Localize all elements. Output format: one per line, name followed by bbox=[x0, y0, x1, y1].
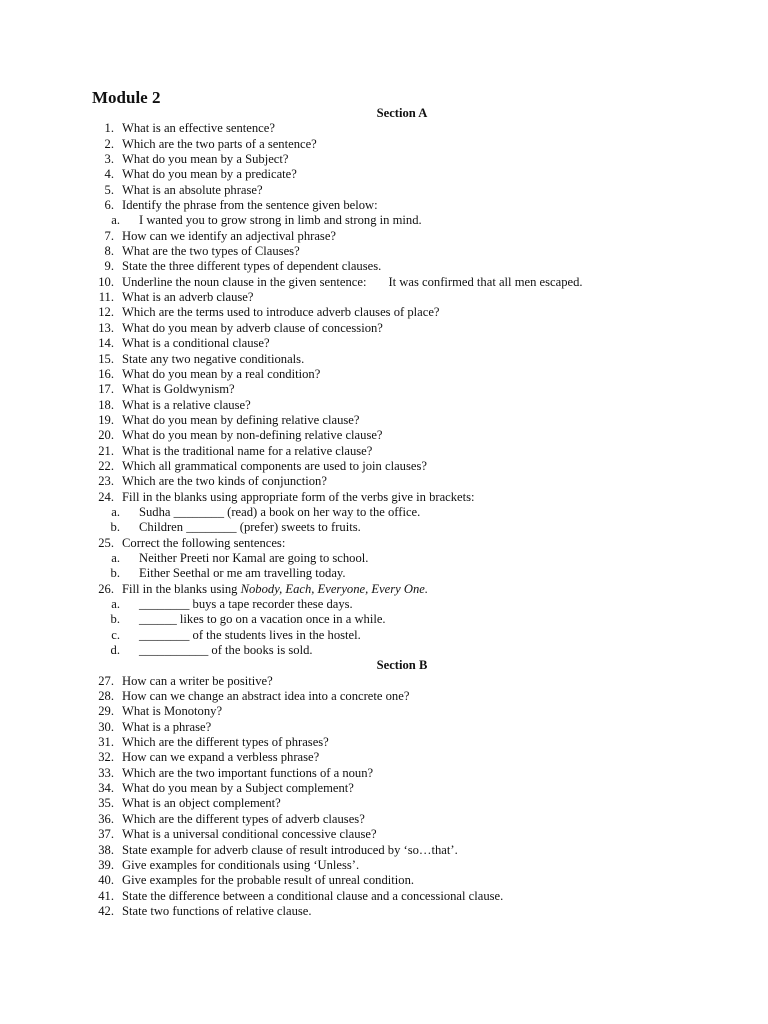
question-number: 10. bbox=[98, 274, 114, 289]
question-text-line bbox=[122, 674, 273, 689]
question-text-line bbox=[122, 321, 383, 336]
question-text-line bbox=[122, 229, 336, 244]
question-text: Either Seethal or me am travelling today. bbox=[139, 566, 346, 581]
question bbox=[92, 121, 712, 136]
question-text: Fill in the blanks using appropriate form of the verbs give in brackets: bbox=[122, 489, 475, 504]
question-text: Fill in the blanks using bbox=[122, 581, 238, 596]
question-number: 12. bbox=[98, 305, 114, 320]
question-number: 36. bbox=[98, 811, 114, 826]
question bbox=[92, 259, 712, 274]
question-number: 11. bbox=[98, 290, 114, 305]
question-text-line bbox=[122, 167, 297, 182]
question bbox=[92, 336, 712, 351]
question bbox=[92, 582, 712, 597]
question-text: Correct the following sentences: bbox=[122, 535, 286, 550]
sub-question-letter: a. bbox=[111, 213, 120, 228]
question bbox=[92, 873, 712, 888]
question-text-line bbox=[122, 259, 381, 274]
question-text: Which are the different types of phrases? bbox=[122, 735, 329, 750]
question-text: Which are the terms used to introduce adverb clauses of place? bbox=[122, 305, 440, 320]
question-text-line bbox=[139, 643, 313, 658]
question-text: State example for adverb clause of result introduced by ‘so…that’. bbox=[122, 842, 458, 857]
question-text: ________ of the students lives in the hostel. bbox=[139, 627, 361, 642]
question-text: What do you mean by defining relative clause? bbox=[122, 412, 360, 427]
question-number: 38. bbox=[98, 842, 114, 857]
section-heading: Section A bbox=[376, 106, 428, 120]
question-text: What do you mean by a real condition? bbox=[122, 366, 321, 381]
sub-question bbox=[92, 643, 712, 658]
question bbox=[92, 428, 712, 443]
question-text: State the three different types of dependent clauses. bbox=[122, 259, 382, 274]
question bbox=[92, 244, 712, 259]
question-number: 6. bbox=[104, 198, 114, 213]
sub-question-letter: c. bbox=[111, 627, 120, 642]
question-number: 16. bbox=[98, 366, 114, 381]
question bbox=[92, 382, 712, 397]
module-title: Module 2 bbox=[92, 88, 161, 107]
question-number: 7. bbox=[104, 228, 114, 243]
sub-question bbox=[92, 612, 712, 627]
question-text: What do you mean by non-defining relative clause? bbox=[122, 428, 383, 443]
question-text: How can a writer be positive? bbox=[122, 673, 273, 688]
question-text-line bbox=[122, 121, 275, 136]
question bbox=[92, 674, 712, 689]
sub-question bbox=[92, 566, 712, 581]
question-text: What is an absolute phrase? bbox=[122, 182, 263, 197]
question-text: ______ likes to go on a vacation once in a while. bbox=[139, 612, 386, 627]
sub-question-letter: a. bbox=[111, 504, 120, 519]
question-number: 41. bbox=[98, 888, 114, 903]
question-text: Which all grammatical components are used to join clauses? bbox=[122, 458, 427, 473]
question-number: 32. bbox=[98, 750, 114, 765]
question-number: 14. bbox=[98, 336, 114, 351]
question-number: 30. bbox=[98, 719, 114, 734]
question-text-line bbox=[122, 244, 300, 259]
question-number: 34. bbox=[98, 781, 114, 796]
question-text-line bbox=[122, 904, 312, 919]
question-number: 27. bbox=[98, 673, 114, 688]
question-text: What is a conditional clause? bbox=[122, 336, 270, 351]
question-number: 28. bbox=[98, 689, 114, 704]
question bbox=[92, 827, 712, 842]
question-number: 4. bbox=[104, 167, 114, 182]
question bbox=[92, 275, 712, 290]
question-text: What do you mean by a predicate? bbox=[122, 167, 297, 182]
question bbox=[92, 137, 712, 152]
question-number: 9. bbox=[104, 259, 114, 274]
question-text: Which are the different types of adverb clauses? bbox=[122, 811, 365, 826]
question-text-line bbox=[122, 720, 211, 735]
question-text: What do you mean by adverb clause of concession? bbox=[122, 320, 383, 335]
question-number: 19. bbox=[98, 412, 114, 427]
question-number: 3. bbox=[104, 152, 114, 167]
question-text-line bbox=[122, 474, 327, 489]
question-text: ________ buys a tape recorder these days. bbox=[139, 597, 353, 611]
example-sentence: It was confirmed that all men escaped. bbox=[388, 274, 583, 289]
question-text: What is Monotony? bbox=[122, 704, 223, 719]
question bbox=[92, 152, 712, 167]
question bbox=[92, 305, 712, 320]
question bbox=[92, 536, 712, 551]
question-text-line bbox=[122, 766, 373, 781]
question-number: 33. bbox=[98, 765, 114, 780]
question bbox=[92, 444, 712, 459]
question-text-line bbox=[122, 367, 320, 382]
question bbox=[92, 367, 712, 382]
question bbox=[92, 167, 712, 182]
question bbox=[92, 889, 712, 904]
question-text: Give examples for the probable result of unreal condition. bbox=[122, 873, 415, 888]
question-number: 1. bbox=[104, 121, 114, 136]
question-text-line bbox=[122, 889, 503, 904]
question-text: Which are the two parts of a sentence? bbox=[122, 136, 317, 151]
question-number: 18. bbox=[98, 397, 114, 412]
question-text-line bbox=[122, 827, 377, 842]
question-text: What is the traditional name for a relative clause? bbox=[122, 443, 373, 458]
question-text-line bbox=[122, 796, 281, 811]
question-number: 5. bbox=[104, 182, 114, 197]
question bbox=[92, 459, 712, 474]
question-text: Neither Preeti nor Kamal are going to school. bbox=[139, 550, 369, 565]
question-text-line bbox=[122, 444, 372, 459]
sub-question-letter: b. bbox=[110, 520, 120, 535]
sub-question bbox=[92, 628, 712, 643]
question-text-line bbox=[139, 566, 346, 581]
question-text-line bbox=[122, 689, 409, 704]
question-text: Identify the phrase from the sentence given below: bbox=[122, 198, 378, 213]
question bbox=[92, 812, 712, 827]
question-text: What is an adverb clause? bbox=[122, 290, 254, 305]
sub-question-letter: a. bbox=[111, 550, 120, 565]
question-text-line bbox=[122, 183, 263, 198]
question bbox=[92, 398, 712, 413]
question-text: Underline the noun clause in the given sentence: bbox=[122, 274, 367, 289]
question-text-line bbox=[139, 628, 361, 643]
question-text: Which are the two kinds of conjunction? bbox=[122, 474, 327, 489]
question bbox=[92, 843, 712, 858]
question bbox=[92, 290, 712, 305]
question-text-line bbox=[122, 873, 414, 888]
question-text: How can we identify an adjectival phrase? bbox=[122, 228, 337, 243]
question-number: 22. bbox=[98, 458, 114, 473]
sub-question bbox=[92, 505, 712, 520]
question-text-line bbox=[122, 413, 359, 428]
question-text: What is a universal conditional concessive clause? bbox=[122, 827, 377, 842]
question-text-line bbox=[122, 459, 427, 474]
question-text: Children ________ (prefer) sweets to fruits. bbox=[139, 520, 361, 535]
question-text-line bbox=[139, 213, 422, 228]
question-text: I wanted you to grow strong in limb and strong in mind. bbox=[139, 213, 422, 228]
question bbox=[92, 689, 712, 704]
question-text-line bbox=[139, 597, 353, 612]
sub-question-letter: b. bbox=[110, 566, 120, 581]
question-number: 40. bbox=[98, 873, 114, 888]
question-number: 39. bbox=[98, 857, 114, 872]
question bbox=[92, 904, 712, 919]
question-text-line bbox=[122, 275, 583, 290]
question-number: 24. bbox=[98, 489, 114, 504]
question bbox=[92, 352, 712, 367]
question-text-line bbox=[122, 198, 378, 213]
question-text-line bbox=[122, 398, 251, 413]
question-number: 29. bbox=[98, 704, 114, 719]
question bbox=[92, 198, 712, 213]
question-text-line bbox=[122, 382, 235, 397]
question bbox=[92, 766, 712, 781]
question-text: How can we change an abstract idea into a concrete one? bbox=[122, 689, 410, 704]
question-text-line bbox=[122, 781, 354, 796]
question bbox=[92, 183, 712, 198]
question bbox=[92, 720, 712, 735]
question-number: 17. bbox=[98, 382, 114, 397]
sub-question-letter: a. bbox=[111, 597, 120, 611]
question-number: 15. bbox=[98, 351, 114, 366]
question-text-line bbox=[122, 750, 319, 765]
question-number: 42. bbox=[98, 903, 114, 918]
question-text-line bbox=[122, 843, 458, 858]
question-text-line bbox=[122, 536, 285, 551]
question-number: 25. bbox=[98, 535, 114, 550]
question-number: 31. bbox=[98, 735, 114, 750]
question bbox=[92, 413, 712, 428]
question-text: What are the two types of Clauses? bbox=[122, 244, 300, 259]
question-number: 8. bbox=[104, 244, 114, 259]
question-text: State the difference between a conditional clause and a concessional clause. bbox=[122, 888, 504, 903]
question-number: 35. bbox=[98, 796, 114, 811]
question-text: State two functions of relative clause. bbox=[122, 903, 312, 918]
question-text: What is an effective sentence? bbox=[122, 121, 275, 136]
question-number: 21. bbox=[98, 443, 114, 458]
question-text: State any two negative conditionals. bbox=[122, 351, 305, 366]
question-list bbox=[92, 106, 712, 919]
question-text: What is a phrase? bbox=[122, 719, 212, 734]
question-text-line bbox=[139, 505, 420, 520]
section-heading: Section B bbox=[376, 658, 428, 673]
word-options: Nobody, Each, Everyone, Every One. bbox=[240, 581, 429, 596]
question-text-line bbox=[139, 551, 368, 566]
question bbox=[92, 750, 712, 765]
question bbox=[92, 490, 712, 505]
question-number: 2. bbox=[104, 136, 114, 151]
question-text: Which are the two important functions of a noun? bbox=[122, 765, 374, 780]
question-text: Give examples for conditionals using ‘Unless’. bbox=[122, 857, 360, 872]
question-text-line bbox=[122, 290, 253, 305]
question-number: 37. bbox=[98, 827, 114, 842]
sub-question bbox=[92, 551, 712, 566]
question-text-line bbox=[122, 812, 365, 827]
sub-question bbox=[92, 597, 712, 612]
question-text-line bbox=[122, 858, 359, 873]
question-text-line bbox=[122, 704, 222, 719]
question-text-line bbox=[122, 490, 475, 505]
question bbox=[92, 704, 712, 719]
sub-question-letter: b. bbox=[110, 612, 120, 627]
question-number: 20. bbox=[98, 428, 114, 443]
sub-question bbox=[92, 520, 712, 535]
question-text: Sudha ________ (read) a book on her way to the office. bbox=[139, 504, 421, 519]
question-text: ___________ of the books is sold. bbox=[139, 643, 313, 658]
question bbox=[92, 229, 712, 244]
question-text: What is a relative clause? bbox=[122, 397, 251, 412]
question-text: What do you mean by a Subject? bbox=[122, 152, 289, 167]
question-text: What is an object complement? bbox=[122, 796, 281, 811]
question bbox=[92, 781, 712, 796]
question-number: 23. bbox=[98, 474, 114, 489]
question-text: What is Goldwynism? bbox=[122, 382, 235, 397]
question-text-line bbox=[122, 582, 428, 597]
question-text-line bbox=[122, 336, 270, 351]
question bbox=[92, 474, 712, 489]
question-text-line bbox=[122, 352, 304, 367]
question-text-line bbox=[122, 428, 383, 443]
sub-question-letter: d. bbox=[110, 643, 120, 658]
question-text-line bbox=[122, 735, 329, 750]
question bbox=[92, 858, 712, 873]
question-text-line bbox=[139, 612, 386, 627]
question-text-line bbox=[139, 520, 361, 535]
question-text-line bbox=[122, 305, 440, 320]
question bbox=[92, 321, 712, 336]
question-text-line bbox=[122, 137, 317, 152]
question bbox=[92, 735, 712, 750]
question-text: How can we expand a verbless phrase? bbox=[122, 750, 320, 765]
question-number: 13. bbox=[98, 320, 114, 335]
question bbox=[92, 796, 712, 811]
question-text-line bbox=[122, 152, 288, 167]
question-number: 26. bbox=[98, 581, 114, 596]
sub-question bbox=[92, 213, 712, 228]
question-text: What do you mean by a Subject complement? bbox=[122, 781, 354, 796]
